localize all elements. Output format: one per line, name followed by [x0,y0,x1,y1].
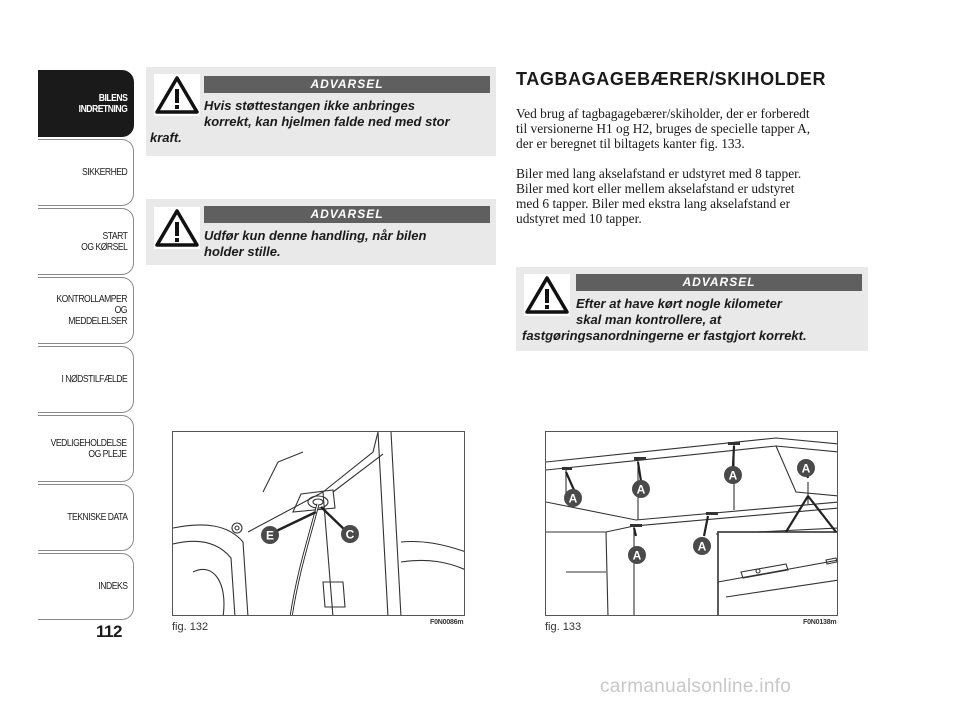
figure-133-roof-rack-pins [545,431,838,616]
tab-label: BILENS INDRETNING [78,91,127,115]
callout-label: A [697,539,707,554]
callout-label: C [345,527,355,542]
figure-code: F0N0086m [430,619,464,626]
figure-132-hood-support [172,431,465,616]
tab-kontrollamper[interactable] [38,277,134,344]
callout-label: A [801,461,811,476]
text-line: til versionerne H1 og H2, bruges de specielle tapper A, [516,121,811,136]
callout-label: A [636,482,646,497]
paragraph-1 [516,106,866,151]
figure-code: F0N0138m [803,619,837,626]
watermark-text[interactable]: carmanualsonline.info [600,676,792,697]
text-line: Biler med kort eller mellem akselafstand er udstyret [516,181,795,196]
text-line: udstyret med 10 tapper. [516,211,642,226]
tab-label: KONTROLLAMPER OG MEDDELELSER [56,293,127,327]
tab-label: VEDLIGEHOLDELSE OG PLEJE [51,436,127,460]
text-line: Biler med lang akselafstand er udstyret med 8 tapper. [516,166,802,181]
warning-text-line: kraft. [150,130,182,145]
warning-text-line: korrekt, kan hjelmen falde ned med stor [204,114,450,129]
warning-triangle-icon [154,74,200,116]
tab-label: SIKKERHED [81,166,127,178]
tab-vedligeholdelse[interactable] [38,415,134,482]
warning-box-stationary [146,199,496,265]
tab-bilens-indretning[interactable] [38,70,134,137]
hood-support-illustration [173,432,465,616]
tab-indeks[interactable] [38,553,134,620]
warning-text-line: fastgøringsanordningerne er fastgjort korrekt. [522,328,807,343]
callout-label: E [265,528,275,543]
warning-box-helmet [146,67,496,156]
roof-pins-illustration [546,432,838,616]
tab-sikkerhed[interactable] [38,139,134,206]
callout-label: A [568,491,578,506]
warning-text-line: Udfør kun denne handling, når bilen [204,228,427,243]
text-line: Ved brug af tagbagagebærer/skiholder, der er forberedt [516,106,810,121]
figure-caption: fig. 133 [545,621,582,633]
tab-label: I NØDSTILFÆLDE [61,373,127,385]
callout-label: A [632,548,642,563]
page-number: 112 [96,622,122,641]
tab-label: TEKNISKE DATA [66,511,127,523]
section-title: TAGBAGAGEBÆRER/SKIHOLDER [516,69,827,89]
warning-text-line: holder stille. [204,244,281,259]
tab-i-nodstilfaelde[interactable] [38,346,134,413]
warning-box-check-fasteners [516,267,868,351]
warning-text-line: Efter at have kørt nogle kilometer [576,296,782,311]
tab-tekniske-data[interactable] [38,484,134,551]
warning-label: ADVARSEL [204,76,490,93]
warning-text-line: skal man kontrollere, at [576,312,722,327]
warning-triangle-icon [524,274,570,316]
figure-caption: fig. 132 [172,621,209,633]
text-line: med 6 tapper. Biler med ekstra lang akselafstand er [516,196,791,211]
tab-label: START OG KØRSEL [80,229,127,253]
tab-start-og-korsel[interactable] [38,208,134,275]
detail-inset [718,532,838,616]
warning-label: ADVARSEL [204,206,490,223]
warning-label: ADVARSEL [576,274,862,291]
paragraph-2 [516,166,866,226]
callout-label: A [728,468,738,483]
warning-text-line: Hvis støttestangen ikke anbringes [204,98,415,113]
text-line: der er beregnet til biltagets kanter fig. 133. [516,136,745,151]
tab-label: INDEKS [97,580,127,592]
warning-triangle-icon [154,207,200,249]
